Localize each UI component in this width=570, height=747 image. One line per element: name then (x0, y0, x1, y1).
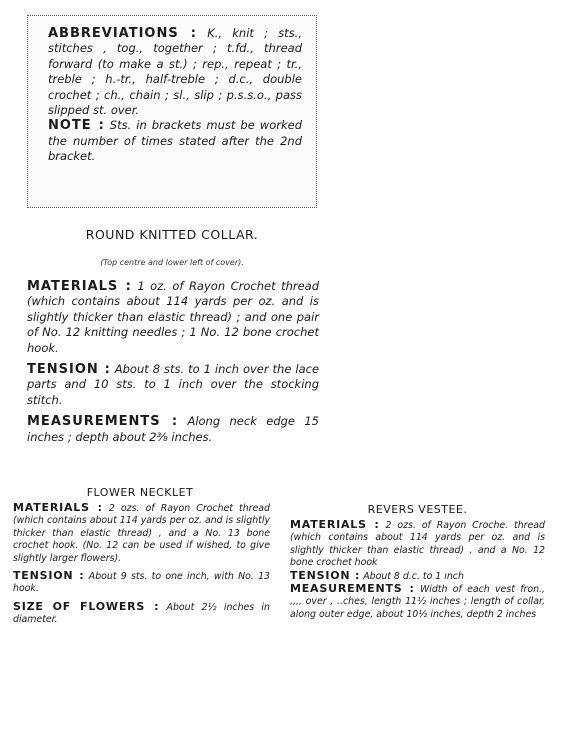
round-collar-materials-heading: MATERIALS : (27, 279, 132, 294)
round-collar-measurements-text: Along neck edge 15 inches ; depth about 2⅜ inches. (27, 414, 320, 444)
revers-vestee-tension (290, 570, 545, 583)
revers-vestee-measurements (290, 583, 545, 621)
round-collar-title: ROUND KNITTED COLLAR. (85, 227, 259, 242)
flower-necklet-size (13, 601, 270, 627)
revers-vestee-section (290, 519, 545, 621)
revers-vestee-measurements-heading: MEASUREMENTS : (290, 582, 415, 596)
round-collar-subtitle: (Top centre and lower left of cover). (100, 258, 244, 267)
revers-vestee-materials-text: 2 ozs. of Rayon Croche. thread (which contains about 114 yards per oz. and is slightly thicker than elastic thread) , and a No. 12 bone crochet hook (290, 520, 545, 569)
round-collar-tension-heading: TENSION : (27, 362, 111, 378)
flower-necklet-title: FLOWER NECKLET (86, 486, 194, 499)
revers-vestee-measurements-text: Width of each vest fron., ,,,, over , ..ches, length 11½ inches ; length of collar, along outer edge, about 10½ inches, depth 2 inches (290, 584, 545, 620)
note-paragraph (48, 118, 302, 164)
round-collar-measurements (27, 414, 319, 445)
revers-vestee-materials-heading: MATERIALS : (290, 518, 380, 531)
flower-necklet-section (13, 502, 270, 627)
flower-necklet-materials-text: 2 ozs. of Rayon Crochet thread (which contains about 114 yards per oz. and is slightly thicker than elastic thread) , and a No. 13 bone crochet hook. (No. 12 can be used if wished, to give slightly larger flowers). (13, 503, 270, 564)
round-collar-materials (27, 279, 319, 356)
revers-vestee-tension-heading: TENSION : (290, 568, 361, 582)
round-collar-tension-text: About 8 sts. to 1 inch over the lace parts and 10 sts. to 1 inch over the stocking stitch. (27, 362, 320, 407)
flower-necklet-materials (13, 502, 270, 565)
flower-necklet-tension (13, 570, 270, 596)
note-heading: NOTE : (48, 118, 105, 134)
flower-necklet-tension-heading: TENSION : (13, 569, 85, 583)
note-text: Sts. in brackets must be worked the number of times stated after the 2nd bracket. (48, 118, 302, 164)
round-collar-section (27, 279, 319, 445)
round-collar-tension (27, 362, 319, 408)
flower-necklet-size-heading: SIZE OF FLOWERS : (13, 599, 160, 613)
flower-necklet-materials-heading: MATERIALS : (13, 501, 103, 514)
revers-vestee-tension-text: About 8 d.c. to 1 ınch (363, 570, 464, 582)
abbreviations-heading: ABBREVIATIONS : (48, 26, 197, 41)
round-collar-measurements-heading: MEASUREMENTS : (27, 414, 179, 430)
abbreviations-box (27, 15, 317, 208)
round-collar-materials-text: 1 oz. of Rayon Crochet thread (which contains about 114 yards per oz. and is slightly thicker than elastic thread) ; and one pair of No. 12 knitting needles ; 1 No. 12 bone crochet hook. (27, 279, 320, 355)
revers-vestee-materials (290, 519, 545, 570)
abbreviations-paragraph (48, 26, 302, 118)
revers-vestee-title: REVERS VESTEE. (367, 503, 468, 516)
flower-necklet-tension-text: About 9 sts. to one inch, with No. 13 hook. (13, 571, 270, 595)
abbreviations-text: K., knit ; sts., stitches , tog., together ; t.fd., thread forward (to make a st.) ; rep., repeat ; tr., treble ; h.-tr., half-treble ; d.c., double crochet ; ch., chain ; sl., slip ; p.s.s.o., pass slipped st. over. (48, 26, 302, 118)
flower-necklet-size-text: About 2½ inches in diameter. (13, 601, 270, 626)
